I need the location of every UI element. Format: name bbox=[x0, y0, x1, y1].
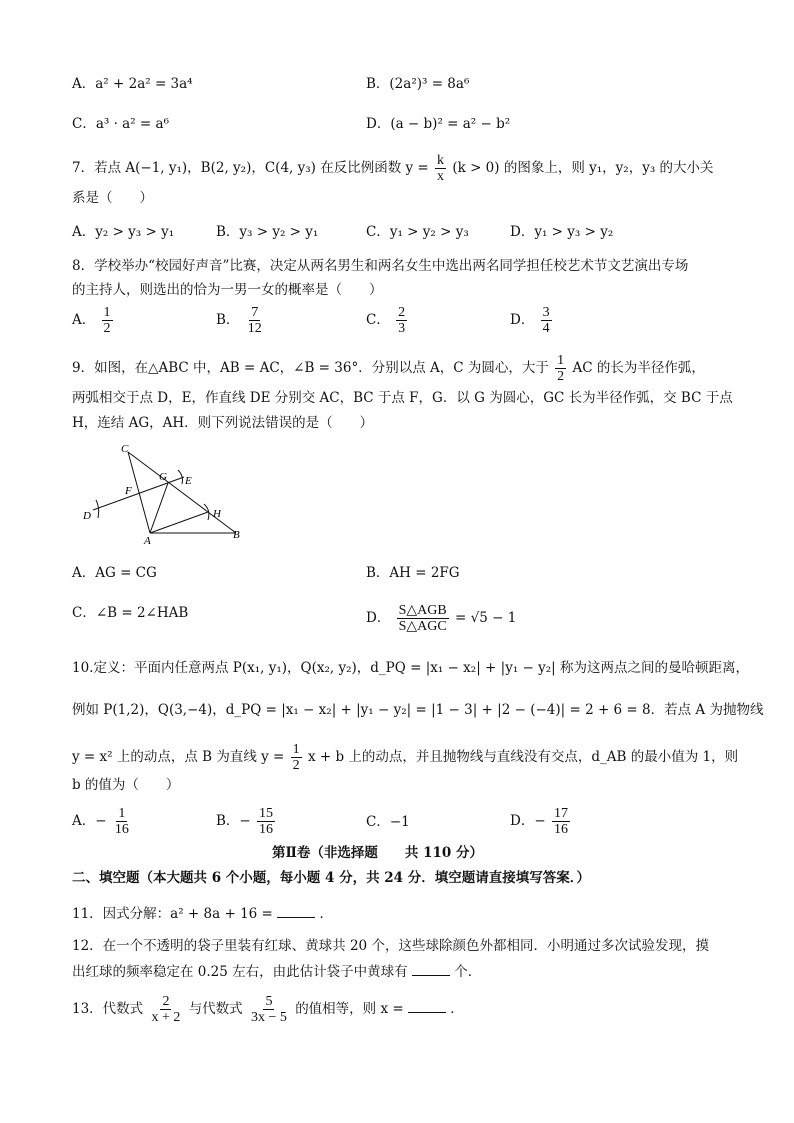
q13-f1-num: 2 bbox=[162, 994, 170, 1009]
q8-stem-line1: 8．学校举办“校园好声音”比赛，决定从两名男生和两名女生中选出两名同学担任校艺术节文艺演出专场 bbox=[72, 258, 689, 274]
label-f: F bbox=[125, 485, 132, 497]
arc-mark-e bbox=[178, 470, 183, 484]
q13-pre: 13．代数式 bbox=[72, 1001, 144, 1017]
q7-option-d: D．y₁ > y₃ > y₂ bbox=[510, 224, 614, 240]
q13-fraction-2 bbox=[249, 994, 289, 1025]
q9-stem-pre: 9．如图，在△ABC 中，AB = AC，∠B = 36°．分别以点 A，C 为圆心，大于 bbox=[72, 360, 549, 376]
q8-stem-line2: 的主持人，则选出的恰为一男一女的概率是（ ） bbox=[72, 282, 383, 298]
q13-fraction-1 bbox=[149, 994, 182, 1025]
q9-stem-post: AC 的长为半径作弧， bbox=[572, 360, 705, 376]
q9-stem-line3: H，连结 AG，AH．则下列说法错误的是（ ） bbox=[72, 415, 374, 431]
label-c: C bbox=[121, 443, 129, 455]
q7-frac-num: k bbox=[437, 153, 445, 168]
q10-option-d-label: D．− bbox=[510, 813, 546, 829]
q9-frac-den: 2 bbox=[557, 369, 565, 384]
q7-stem-line1 bbox=[72, 153, 714, 184]
q12-line2 bbox=[72, 961, 481, 982]
q8-option-c bbox=[366, 305, 409, 336]
q7-option-a: A．y₂ > y₃ > y₁ bbox=[72, 224, 175, 240]
q12-answer-blank bbox=[412, 961, 450, 976]
q13-end: ． bbox=[450, 1001, 464, 1017]
q10-option-b-fraction bbox=[257, 806, 275, 837]
q10-stem-line3 bbox=[72, 742, 738, 773]
q13-mid: 与代数式 bbox=[188, 1001, 243, 1017]
q7-fraction bbox=[435, 153, 446, 184]
q7-stem-line2: 系是（ ） bbox=[72, 190, 153, 206]
q13-answer-blank bbox=[408, 998, 446, 1013]
q11-answer-blank bbox=[277, 903, 315, 918]
q8-a-den: 2 bbox=[103, 321, 111, 336]
q9-option-a: A．AG = CG bbox=[72, 565, 157, 581]
q10-a-den: 16 bbox=[114, 822, 129, 837]
q7-option-b: B．y₃ > y₂ > y₁ bbox=[216, 224, 319, 240]
q10-option-b-label: B．− bbox=[216, 813, 251, 829]
q12-line2-post: 个． bbox=[454, 964, 482, 980]
q7-frac-den: x bbox=[437, 169, 445, 184]
q13-line bbox=[72, 994, 464, 1025]
q10-option-c: C．−1 bbox=[366, 814, 410, 830]
segment-cb bbox=[128, 452, 236, 533]
q9-option-c: C．∠B = 2∠HAB bbox=[72, 605, 189, 621]
q10-frac-den: 2 bbox=[292, 758, 300, 773]
label-e: E bbox=[185, 475, 192, 487]
q10-option-a bbox=[72, 806, 133, 837]
q8-c-num: 2 bbox=[398, 305, 406, 320]
q10-stem-line4: b 的值为（ ） bbox=[72, 777, 180, 793]
segment-ah bbox=[150, 512, 208, 533]
q9-frac-num: 1 bbox=[557, 353, 565, 368]
section2-title: 二、填空题（本大题共 6 个小题，每小题 4 分，共 24 分．填空题请直接填写答案．） bbox=[72, 870, 591, 886]
q8-option-b-label: B． bbox=[216, 312, 240, 328]
label-a: A bbox=[144, 535, 151, 547]
q8-option-b-fraction bbox=[246, 305, 264, 336]
q10-stem-line1: 10.定义：平面内任意两点 P(x₁, y₁)，Q(x₂, y₂)，d_PQ = |x₁ − x₂| + |y₁ − y₂| 称为这两点之间的曼哈顿距离， bbox=[72, 660, 750, 676]
q9-d-den: S△AGC bbox=[398, 619, 447, 634]
q9-geometry-figure bbox=[78, 440, 258, 550]
q8-option-a bbox=[72, 305, 115, 336]
q8-b-num: 7 bbox=[251, 305, 259, 320]
q8-a-num: 1 bbox=[103, 305, 111, 320]
q10-half-fraction bbox=[291, 742, 302, 773]
q6-option-b: B．(2a²)³ = 8a⁶ bbox=[366, 76, 470, 92]
q13-f2-den: 3x − 5 bbox=[250, 1010, 287, 1025]
q9-option-d-label: D． bbox=[366, 610, 391, 626]
q9-half-fraction bbox=[555, 353, 566, 384]
q10-a-num: 1 bbox=[118, 806, 126, 821]
q8-option-c-label: C． bbox=[366, 312, 390, 328]
q10-stem3-post: x + b 上的动点，并且抛物线与直线没有交点，d_AB 的最小值为 1，则 bbox=[307, 749, 739, 765]
q9-stem-line1 bbox=[72, 353, 705, 384]
q8-option-b bbox=[216, 305, 266, 336]
q10-d-den: 16 bbox=[553, 822, 568, 837]
q9-stem-line2: 两弧相交于点 D，E，作直线 DE 分别交 AC，BC 于点 F，G．以 G 为圆心，GC 长为半径作弧，交 BC 于点 bbox=[72, 390, 733, 406]
q8-d-num: 3 bbox=[542, 305, 550, 320]
q10-option-d bbox=[510, 806, 572, 837]
q10-option-d-fraction bbox=[552, 806, 570, 837]
line-de bbox=[93, 477, 184, 510]
q9-option-d-fraction bbox=[397, 603, 449, 634]
q13-f2-num: 5 bbox=[265, 994, 273, 1009]
q8-option-c-fraction bbox=[396, 305, 407, 336]
q8-option-a-label: A． bbox=[72, 312, 96, 328]
q7-stem-post: (k > 0) 的图象上，则 y₁，y₂，y₃ 的大小关 bbox=[452, 160, 714, 176]
q8-option-d-label: D． bbox=[510, 312, 535, 328]
q10-option-a-fraction bbox=[113, 806, 131, 837]
q8-option-d bbox=[510, 305, 554, 336]
q10-frac-num: 1 bbox=[292, 742, 300, 757]
label-h: H bbox=[213, 508, 221, 520]
label-g: G bbox=[159, 471, 167, 483]
q11-post: ． bbox=[319, 906, 333, 922]
q8-b-den: 12 bbox=[247, 321, 262, 336]
q12-line1: 12．在一个不透明的袋子里装有红球、黄球共 20 个，这些球除颜色外都相同．小明通过多次试验发现，摸 bbox=[72, 938, 709, 954]
q11-pre: 11．因式分解：a² + 8a + 16 = bbox=[72, 906, 273, 922]
q10-stem-line2: 例如 P(1,2)，Q(3,−4)，d_PQ = |x₁ − x₂| + |y₁ − y₂| = |1 − 3| + |2 − (−4)| = 2 + 6 = 8．若点 A 为抛物线 bbox=[72, 702, 764, 718]
q13-post: 的值相等，则 x = bbox=[295, 1001, 404, 1017]
label-d: D bbox=[83, 510, 91, 522]
q11-line bbox=[72, 903, 333, 924]
q9-d-num: S△AGB bbox=[398, 603, 447, 618]
q6-option-c: C．a³ · a² = a⁶ bbox=[72, 116, 169, 132]
q7-option-c: C．y₁ > y₂ > y₃ bbox=[366, 224, 469, 240]
q7-stem-pre: 7．若点 A(−1, y₁)，B(2, y₂)，C(4, y₃) 在反比例函数 y = bbox=[72, 160, 429, 176]
q8-option-d-fraction bbox=[541, 305, 552, 336]
q10-b-den: 16 bbox=[259, 822, 274, 837]
q9-option-b: B．AH = 2FG bbox=[366, 565, 460, 581]
q13-f1-den: x + 2 bbox=[151, 1010, 181, 1025]
q10-option-b bbox=[216, 806, 277, 837]
q10-d-num: 17 bbox=[553, 806, 568, 821]
segment-ag bbox=[150, 483, 168, 533]
q8-c-den: 3 bbox=[398, 321, 406, 336]
q12-line2-pre: 出红球的频率稳定在 0.25 左右，由此估计袋子中黄球有 bbox=[72, 964, 408, 980]
q6-option-d: D．(a − b)² = a² − b² bbox=[366, 116, 511, 132]
q10-stem3-pre: y = x² 上的动点，点 B 为直线 y = bbox=[72, 749, 285, 765]
q8-d-den: 4 bbox=[542, 321, 550, 336]
q9-option-d-post: = √5 − 1 bbox=[455, 610, 517, 626]
q8-option-a-fraction bbox=[102, 305, 113, 336]
q6-option-a: A．a² + 2a² = 3a⁴ bbox=[72, 76, 193, 92]
label-b: B bbox=[233, 529, 240, 541]
q10-b-num: 15 bbox=[259, 806, 274, 821]
q9-option-d bbox=[366, 603, 516, 634]
q10-option-a-label: A．− bbox=[72, 813, 107, 829]
part2-title: 第Ⅱ卷（非选择题 共 110 分） bbox=[272, 845, 483, 861]
